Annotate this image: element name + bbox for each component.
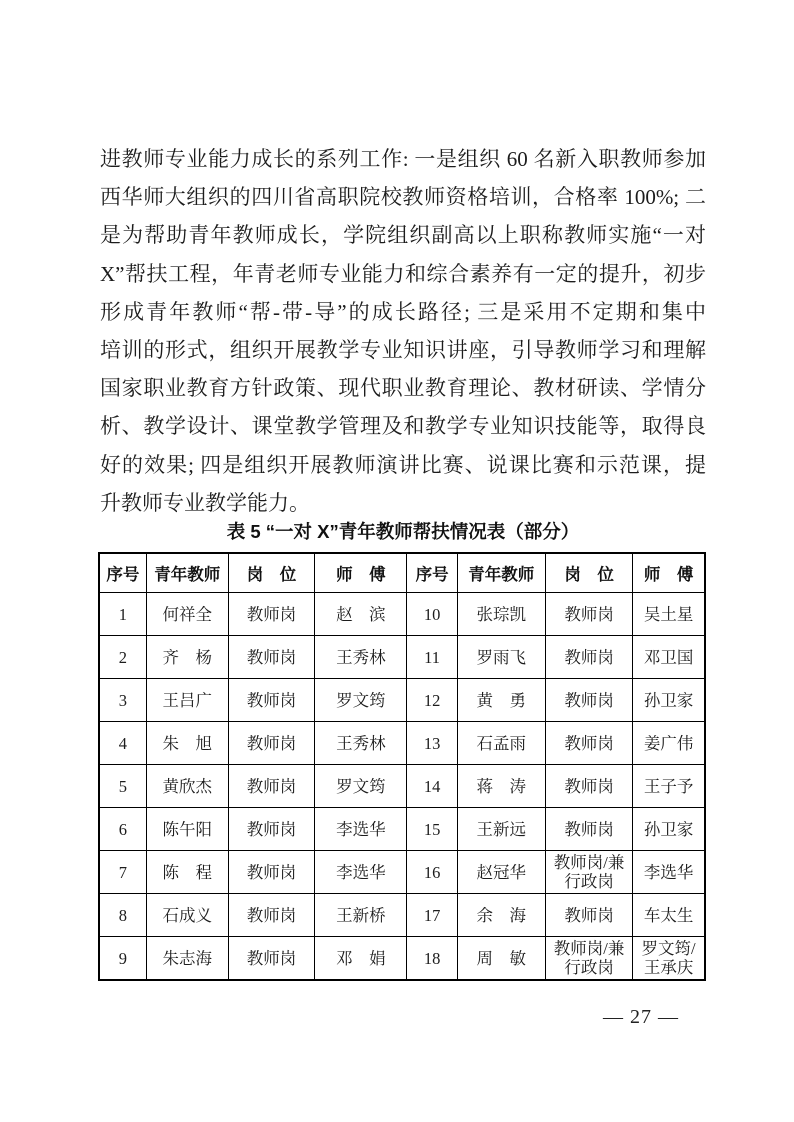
table-cell: 教师岗 xyxy=(228,808,314,851)
table-cell: 9 xyxy=(99,937,146,981)
table-cell: 姜广伟 xyxy=(633,722,705,765)
table-row xyxy=(99,679,705,722)
table-caption: 表 5 “一对 X”青年教师帮扶情况表（部分） xyxy=(226,521,580,542)
table-cell: 蒋 涛 xyxy=(457,765,545,808)
table-cell: 16 xyxy=(407,851,457,894)
table-row xyxy=(99,765,705,808)
table-cell: 12 xyxy=(407,679,457,722)
paragraph-line: 是为帮助青年教师成长，学院组织副高以上职称教师实施“一对 xyxy=(100,223,706,248)
paragraph-line: 析、教学设计、课堂教学管理及和教学专业知识技能等，取得良 xyxy=(100,414,706,439)
table-cell: 车太生 xyxy=(633,894,705,937)
table-cell: 教师岗 xyxy=(545,636,632,679)
paragraph-line: 升教师专业教学能力。 xyxy=(100,490,310,515)
paragraph-line: 进教师专业能力成长的系列工作: 一是组织 60 名新入职教师参加 xyxy=(100,147,706,171)
table-cell: 教师岗/兼行政岗 xyxy=(545,851,632,894)
table-cell: 教师岗/兼行政岗 xyxy=(545,937,632,981)
table-row xyxy=(99,808,705,851)
table-row xyxy=(99,722,705,765)
table-header-row xyxy=(99,553,705,593)
table-cell: 11 xyxy=(407,636,457,679)
table-cell: 教师岗 xyxy=(228,937,314,981)
table-cell: 17 xyxy=(407,894,457,937)
table-cell: 王新桥 xyxy=(315,894,407,937)
table-cell: 18 xyxy=(407,937,457,981)
table-cell: 李选华 xyxy=(315,851,407,894)
table-cell: 罗文筠/王承庆 xyxy=(633,937,705,981)
table-cell: 教师岗 xyxy=(545,808,632,851)
table-cell: 孙卫家 xyxy=(633,679,705,722)
mentorship-table xyxy=(98,552,706,981)
table-cell: 张琮凯 xyxy=(457,593,545,636)
paragraph-line: 形成青年教师“帮-带-导”的成长路径; 三是采用不定期和集中 xyxy=(100,299,706,324)
table-cell: 2 xyxy=(99,636,146,679)
table-cell: 黄欣杰 xyxy=(146,765,228,808)
table-cell: 邓卫国 xyxy=(633,636,705,679)
table-cell: 6 xyxy=(99,808,146,851)
table-cell: 罗文筠 xyxy=(315,765,407,808)
table-cell: 石孟雨 xyxy=(457,722,545,765)
table-cell: 黄 勇 xyxy=(457,679,545,722)
table-cell: 教师岗 xyxy=(545,593,632,636)
table-cell: 10 xyxy=(407,593,457,636)
table-cell: 教师岗 xyxy=(228,894,314,937)
table-cell: 13 xyxy=(407,722,457,765)
table-cell: 5 xyxy=(99,765,146,808)
table-cell: 王子予 xyxy=(633,765,705,808)
column-header: 青年教师 xyxy=(457,553,545,593)
column-header: 青年教师 xyxy=(146,553,228,593)
table-cell: 14 xyxy=(407,765,457,808)
table-cell: 教师岗 xyxy=(228,593,314,636)
table-cell: 15 xyxy=(407,808,457,851)
table-cell: 王秀林 xyxy=(315,722,407,765)
table-row xyxy=(99,894,705,937)
table-cell: 王吕广 xyxy=(146,679,228,722)
table-cell: 赵冠华 xyxy=(457,851,545,894)
table-cell: 陈午阳 xyxy=(146,808,228,851)
table-row xyxy=(99,851,705,894)
paragraph-line: 培训的形式，组织开展教学专业知识讲座，引导教师学习和理解 xyxy=(100,338,706,363)
table-cell: 教师岗 xyxy=(228,722,314,765)
table-cell: 4 xyxy=(99,722,146,765)
table-cell: 朱志海 xyxy=(146,937,228,981)
table-cell: 赵 滨 xyxy=(315,593,407,636)
table-row xyxy=(99,937,705,981)
table-cell: 1 xyxy=(99,593,146,636)
paragraph-line: 西华师大组织的四川省高职院校教师资格培训，合格率 100%; 二 xyxy=(100,185,706,210)
table-cell: 7 xyxy=(99,851,146,894)
table-cell: 何祥全 xyxy=(146,593,228,636)
table-cell: 王新远 xyxy=(457,808,545,851)
table-cell: 陈 程 xyxy=(146,851,228,894)
table-cell: 教师岗 xyxy=(545,765,632,808)
table-cell: 王秀林 xyxy=(315,636,407,679)
paragraph-line: 国家职业教育方针政策、现代职业教育理论、教材研读、学情分 xyxy=(100,376,706,401)
table-cell: 8 xyxy=(99,894,146,937)
table-cell: 周 敏 xyxy=(457,937,545,981)
column-header: 师 傅 xyxy=(315,553,407,593)
table-cell: 教师岗 xyxy=(228,679,314,722)
table-cell: 教师岗 xyxy=(228,851,314,894)
paragraph-line: X”帮扶工程，年青老师专业能力和综合素养有一定的提升，初步 xyxy=(100,261,706,286)
body-paragraph xyxy=(100,140,706,522)
column-header: 师 傅 xyxy=(633,553,705,593)
table-cell: 教师岗 xyxy=(228,765,314,808)
column-header: 岗 位 xyxy=(228,553,314,593)
table-cell: 教师岗 xyxy=(545,894,632,937)
paragraph-line: 好的效果; 四是组织开展教师演讲比赛、说课比赛和示范课，提 xyxy=(100,452,706,477)
table-cell: 3 xyxy=(99,679,146,722)
table-cell: 朱 旭 xyxy=(146,722,228,765)
table-cell: 石成义 xyxy=(146,894,228,937)
table-cell: 教师岗 xyxy=(228,636,314,679)
table-cell: 教师岗 xyxy=(545,679,632,722)
table-cell: 罗雨飞 xyxy=(457,636,545,679)
column-header: 岗 位 xyxy=(545,553,632,593)
table-row xyxy=(99,593,705,636)
table-cell: 教师岗 xyxy=(545,722,632,765)
table-cell: 李选华 xyxy=(315,808,407,851)
table-cell: 余 海 xyxy=(457,894,545,937)
column-header: 序号 xyxy=(407,553,457,593)
table-cell: 李选华 xyxy=(633,851,705,894)
page-number: — 27 — xyxy=(603,1006,679,1028)
table-row xyxy=(99,636,705,679)
table-cell: 罗文筠 xyxy=(315,679,407,722)
table-cell: 吴土星 xyxy=(633,593,705,636)
table-cell: 邓 娟 xyxy=(315,937,407,981)
table-cell: 齐 杨 xyxy=(146,636,228,679)
column-header: 序号 xyxy=(99,553,146,593)
table-cell: 孙卫家 xyxy=(633,808,705,851)
